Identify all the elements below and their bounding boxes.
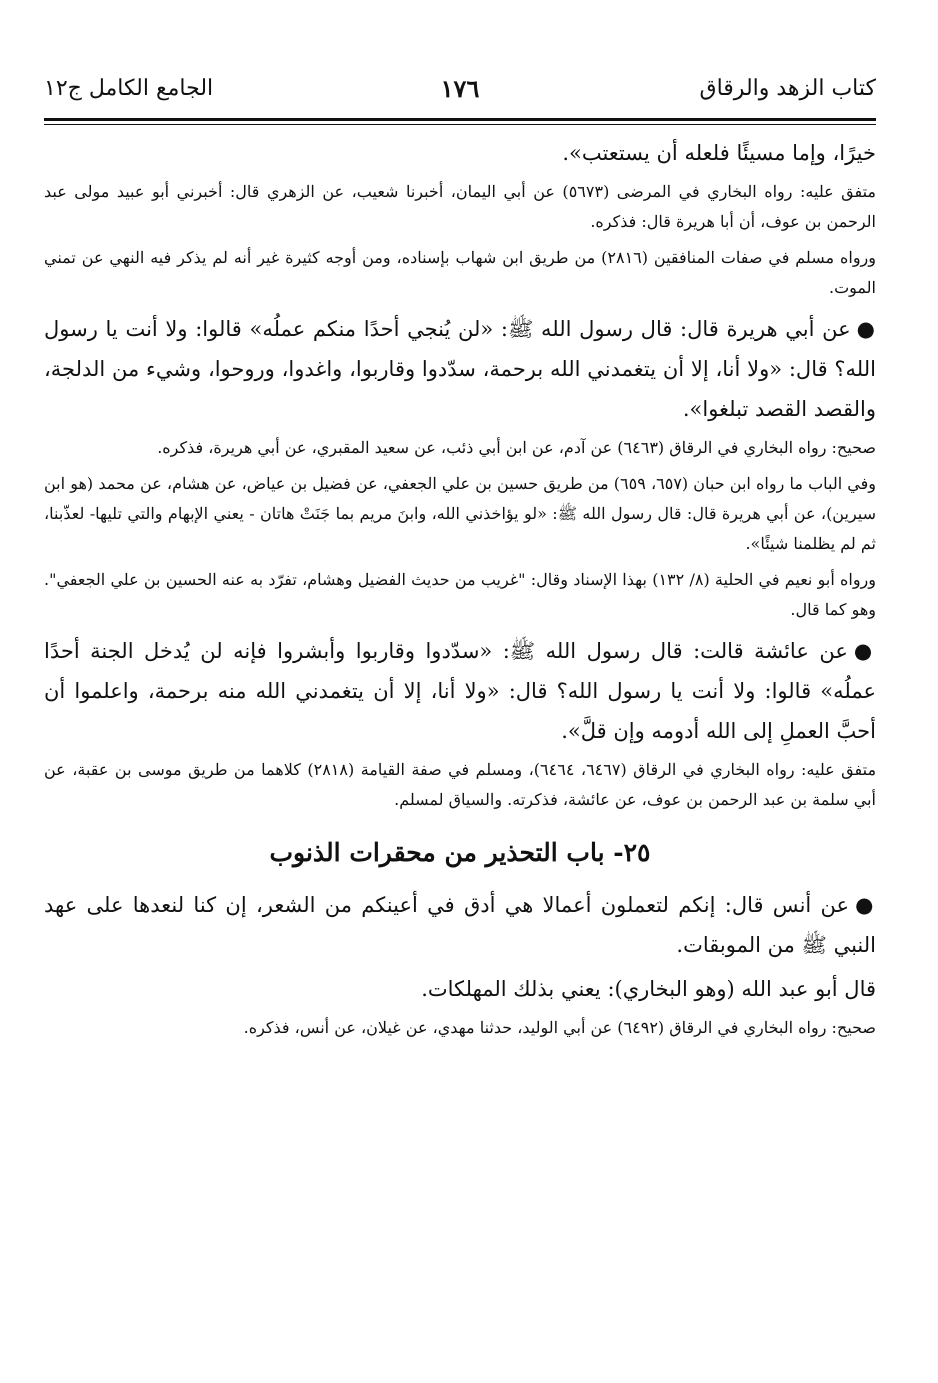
header-rule-thick bbox=[44, 118, 876, 121]
header-rule-thin bbox=[44, 124, 876, 125]
hadith-text bbox=[44, 309, 876, 429]
series-title: الجامع الكامل ج١٢ bbox=[44, 75, 214, 101]
takhrij-note: وفي الباب ما رواه ابن حبان (٦٥٧، ٦٥٩) من طريق حسين بن علي الجعفي، عن فضيل بن عياض، عن هشام، عن محمد (هو ابن سيرين)، عن أبي هريرة قال: قال رسول الله ﷺ: «لو يؤاخذني الله، وابنَ مريم بما جَنَتْ هاتان - يعني الإبهام والتي تليها- لعذّبنا، ثم لم يظلمنا شيئًا». bbox=[44, 474, 877, 553]
bukhari-comment: قال أبو عبد الله (وهو البخاري): يعني بذلك المهلكات. bbox=[421, 977, 876, 1001]
book-page bbox=[44, 60, 876, 1353]
bullet-icon: ● bbox=[855, 893, 876, 917]
takhrij-note: صحيح: رواه البخاري في الرقاق (٦٤٦٣) عن آدم، عن ابن أبي ذئب، عن سعيد المقبري، عن أبي هريرة، فذكره. bbox=[157, 438, 876, 457]
takhrij-note: ورواه أبو نعيم في الحلية (٨/ ١٣٢) بهذا الإسناد وقال: "غريب من حديث الفضيل وهشام، تفرّد به عنه الحسين بن علي الجعفي". وهو كما قال. bbox=[44, 570, 877, 619]
takhrij-note: ورواه مسلم في صفات المنافقين (٢٨١٦) من طريق ابن شهاب بإسناده، ومن أوجه كثيرة غير أنه لم يذكر فيه النهي عن تمني الموت. bbox=[44, 248, 877, 297]
hadith-body: عن أنس قال: إنكم لتعملون أعمالا هي أدق في أعينكم من الشعر، إن كنا لنعدها على عهد النبي ﷺ من الموبقات. bbox=[44, 893, 876, 957]
hadith-text bbox=[44, 885, 876, 965]
bullet-icon: ● bbox=[856, 317, 876, 341]
book-title: كتاب الزهد والرقاق bbox=[699, 75, 876, 101]
takhrij-note: صحيح: رواه البخاري في الرقاق (٦٤٩٢) عن أبي الوليد، حدثنا مهدي، عن غيلان، عن أنس، فذكره. bbox=[243, 1018, 876, 1037]
bullet-icon: ● bbox=[853, 639, 876, 663]
hadith-continuation: خيرًا، وإما مسيئًا فلعله أن يستعتب». bbox=[562, 141, 876, 165]
takhrij-note: متفق عليه: رواه البخاري في الرقاق (٦٤٦٧، ٦٤٦٤)، ومسلم في صفة القيامة (٢٨١٨) كلاهما من طريق موسى بن عقبة، عن أبي سلمة بن عبد الرحمن بن عوف، عن عائشة، فذكرته. والسياق لمسلم. bbox=[44, 760, 877, 809]
takhrij-note: متفق عليه: رواه البخاري في المرضى (٥٦٧٣) عن أبي اليمان، أخبرنا شعيب، عن الزهري قال: أخبرني أبو عبيد مولى عبد الرحمن بن عوف، أن أبا هريرة قال: فذكره. bbox=[44, 182, 877, 231]
page-header bbox=[44, 60, 876, 116]
hadith-body: عن عائشة قالت: قال رسول الله ﷺ: «سدّدوا وقاربوا وأبشروا فإنه لن يُدخل الجنة أحدًا عملُه» قالوا: ولا أنت يا رسول الله؟ قال: «ولا أنا، إلا أن يتغمدني الله منه برحمة، واعلموا أن أحبَّ العملِ إلى الله أدومه وإن قلَّ». bbox=[44, 639, 877, 743]
page-number: ١٧٦ bbox=[440, 73, 480, 103]
hadith-text bbox=[44, 631, 876, 751]
chapter-heading: ٢٥- باب التحذير من محقرات الذنوب bbox=[269, 838, 651, 867]
hadith-body: عن أبي هريرة قال: قال رسول الله ﷺ: «لن يُنجي أحدًا منكم عملُه» قالوا: ولا أنت يا رسول الله؟ قال: «ولا أنا، إلا أن يتغمدني الله برحمة، سدّدوا وقاربوا، واغدوا، وروحوا، وشيء من الدلجة، والقصد القصد تبلغوا». bbox=[44, 317, 876, 421]
